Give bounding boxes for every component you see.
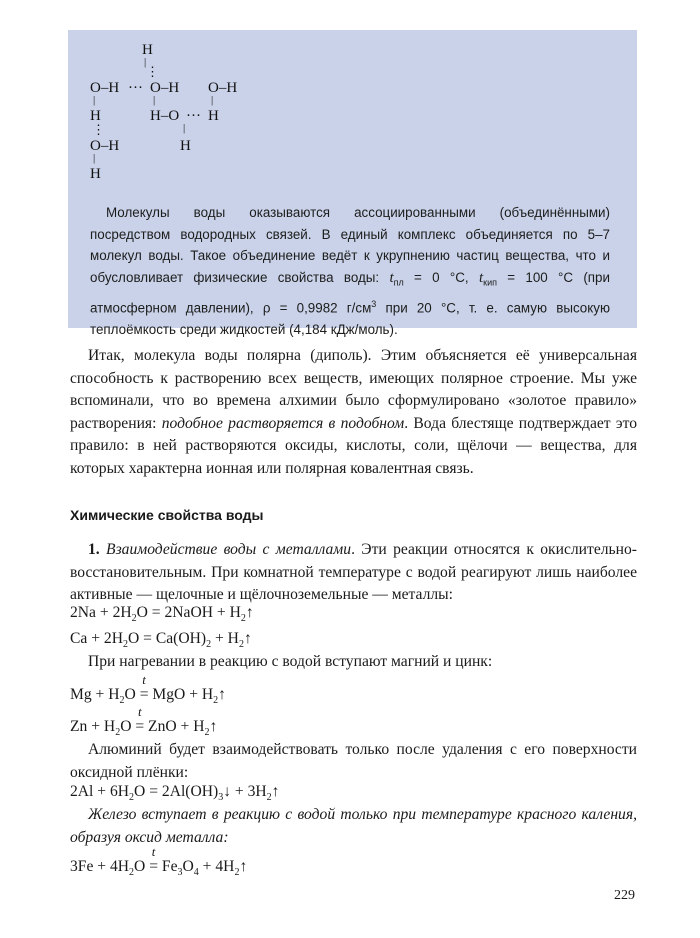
item-number: 1. — [88, 541, 100, 558]
bond-line: | — [144, 56, 147, 68]
equation-magnesium: $Mg + H_2O$ t = MgO + $H_2↑$ — [70, 672, 226, 707]
temp-symbol: t — [389, 269, 394, 286]
hbond-dots: ··· — [128, 80, 143, 96]
paragraph-text: . Эти реакции относятся к окислительно-восстановительным. При комнатной температуре с водой реагируют лишь наиболее активные — щелочные и щёлочноземельные — металлы: — [70, 541, 637, 604]
atom-h: H — [208, 108, 219, 124]
bond-line: | — [211, 94, 214, 106]
hbond-dots-vertical: ⋮ — [92, 122, 105, 137]
hydrogen-bond-structure — [90, 42, 290, 202]
info-text-part: Молекулы воды оказываются ассоциированными (объединёнными) посредством водородных связей. В единый комплекс объединяется по 5–7 молекул воды. Такое объединение ведёт к укрупнению частиц вещества, что и обусловливает физические свойства воды: — [90, 205, 610, 285]
item-title: Взаимодействие воды с металлами — [106, 541, 352, 558]
atom-o-h-right: O–H — [208, 80, 238, 96]
boil-value: = 100 °C (при атмосферном давлении), ρ = 0,9982 г/см — [90, 269, 610, 316]
heat-mark: t — [142, 672, 146, 687]
melt-subscript: пл — [393, 277, 404, 288]
atom-h-top: H — [142, 42, 153, 58]
bond-line: | — [183, 122, 186, 134]
atom-h: H — [90, 108, 101, 124]
boil-subscript: кип — [483, 277, 497, 288]
equation-iron: $3Fe + 4H_2O$ t = $Fe_3O_4$ + $4H_2↑$ — [70, 844, 248, 879]
atom-o-h-left: O–H — [90, 80, 120, 96]
info-box-text — [90, 202, 610, 340]
hbond-dots-vertical: ⋮ — [146, 64, 159, 79]
bond-line: | — [93, 94, 96, 106]
density-superscript: 3 — [371, 298, 377, 309]
paragraph-polarity — [70, 345, 637, 481]
line-heating: При нагревании в реакцию с водой вступают магний и цинк: — [88, 653, 493, 670]
atom-o-h-bottom: O–H — [90, 138, 120, 154]
atom-h-o: H–O — [150, 108, 180, 124]
page-number: 229 — [614, 888, 635, 903]
heat-mark: t — [151, 844, 156, 859]
equation-aluminium: $2Al + 6H_2O$ = $2Al(OH)_3↓$ + $3H_2↑$ — [70, 783, 280, 804]
atom-o-h-mid: O–H — [150, 80, 180, 96]
info-text-tail: при 20 °C, т. е. самую высокую теплоёмкость среди жидкостей (4,184 кДж/моль). — [90, 300, 610, 337]
atom-h: H — [90, 166, 101, 182]
golden-rule: подобное растворяется в подобном — [161, 414, 405, 432]
heat-mark: t — [137, 704, 142, 719]
section-heading: Химические свойства воды — [70, 507, 264, 523]
atom-h: H — [180, 138, 191, 154]
hbond-dots: ··· — [186, 108, 201, 124]
paragraph-text: Итак, молекула воды полярна (диполь). Этим объясняется её универсальная способность к растворению всех веществ, имеющих полярное строение. Мы уже вспоминали, что во времена алхимии было сформулировано «золотое правило» растворения: — [70, 347, 637, 432]
bond-line: | — [93, 152, 96, 164]
line-aluminium: Алюминий будет взаимодействовать только после удаления с его поверхности оксидной плёнки: — [70, 741, 637, 781]
melt-value: = 0 °C, — [403, 269, 479, 285]
info-box — [68, 30, 637, 337]
equation-zinc: $Zn + H_2O$ t = ZnO + $H_2↑$ — [70, 704, 218, 739]
bond-line: | — [153, 94, 156, 106]
equation-sodium: $2Na + 2H_2O$ = 2NaOH + $H_2↑$ — [70, 604, 254, 625]
paragraph-metals — [70, 539, 637, 607]
paragraph-text: . Вода блестяще подтверждает это правило: в ней растворяются оксиды, кислоты, соли, щёлочи — вещества, для которых характерна ионная или полярная ковалентная связь. — [70, 414, 637, 477]
line-iron: Железо вступает в реакцию с водой только при температуре красного каления, образуя оксид металла: — [70, 806, 637, 846]
equation-calcium: $Ca + 2H_2O = Ca(OH)_2$ + $H_2↑$ — [70, 630, 252, 651]
temp-symbol: t — [478, 269, 484, 286]
